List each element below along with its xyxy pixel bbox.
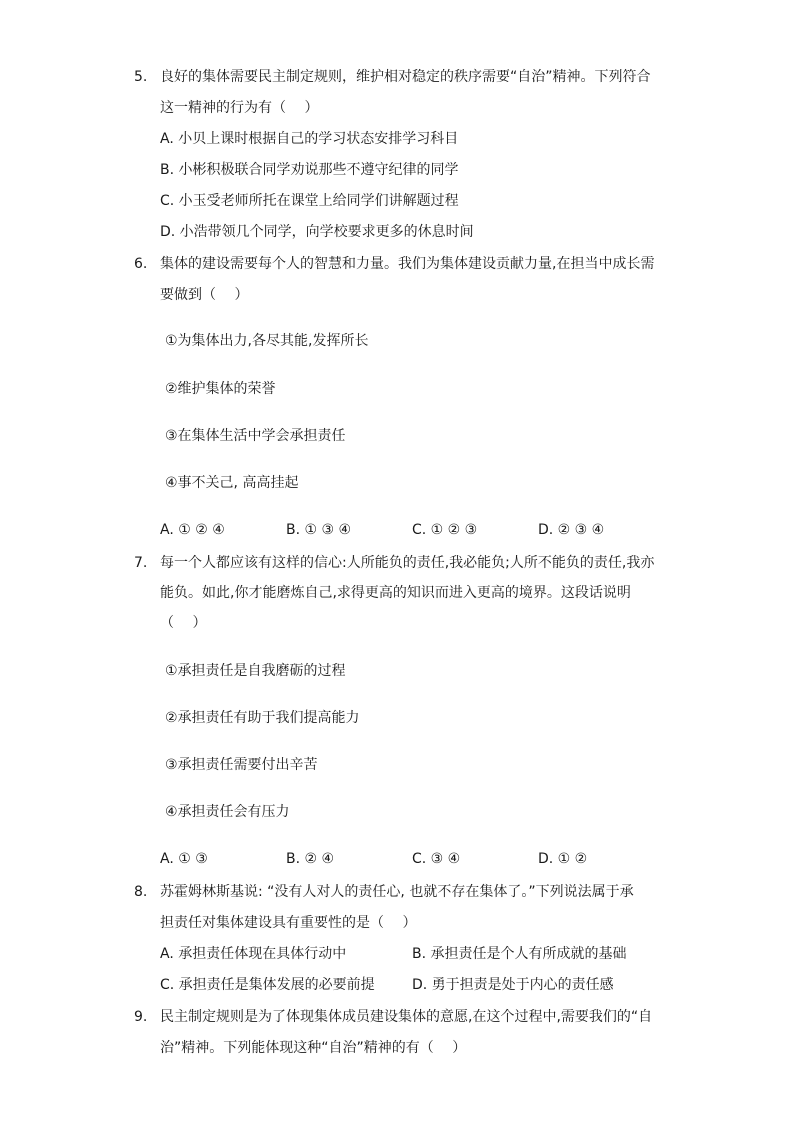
- question-number: 7.: [134, 555, 148, 571]
- statement-2: ②承担责任有助于我们提高能力: [165, 710, 360, 726]
- choice-a: A. ① ② ④: [160, 522, 225, 538]
- option-d: D. 勇于担责是处于内心的责任感: [412, 977, 614, 993]
- choice-a: A. ① ③: [160, 851, 208, 867]
- question-stem-line: 这一精神的行为有（ ）: [160, 100, 319, 116]
- statement-4: ④事不关己, 高高挂起: [165, 475, 299, 491]
- option-b: B. 承担责任是个人有所成就的基础: [412, 946, 627, 962]
- option-b: B. 小彬积极联合同学劝说那些不遵守纪律的同学: [160, 162, 459, 178]
- statement-1: ①为集体出力,各尽其能,发挥所长: [165, 333, 369, 349]
- option-d: D. 小浩带领几个同学，向学校要求更多的休息时间: [160, 224, 474, 240]
- statement-3: ③在集体生活中学会承担责任: [165, 428, 346, 444]
- question-number: 6.: [134, 256, 148, 272]
- option-a: A. 小贝上课时根据自己的学习状态安排学习科目: [160, 131, 459, 147]
- option-a: A. 承担责任体现在具体行动中: [160, 946, 347, 962]
- question-stem-line: 良好的集体需要民主制定规则，维护相对稳定的秩序需要“自治”精神。下列符合: [160, 69, 651, 85]
- statement-2: ②维护集体的荣誉: [165, 381, 276, 397]
- question-stem-line: 民主制定规则是为了体现集体成员建设集体的意愿,在这个过程中,需要我们的“自: [160, 1009, 653, 1025]
- question-stem-line: 治”精神。下列能体现这种“自治”精神的有（ ）: [160, 1040, 467, 1056]
- question-number: 9.: [134, 1009, 148, 1025]
- statement-1: ①承担责任是自我磨砺的过程: [165, 663, 346, 679]
- choice-d: D. ① ②: [538, 851, 588, 867]
- choice-b: B. ② ④: [286, 851, 335, 867]
- choice-c: C. ③ ④: [412, 851, 461, 867]
- choice-d: D. ② ③ ④: [538, 522, 605, 538]
- question-stem-line: 能负。如此,你才能磨炼自己,求得更高的知识而进入更高的境界。这段话说明: [160, 585, 631, 601]
- choice-b: B. ① ③ ④: [286, 522, 352, 538]
- question-number: 5.: [134, 69, 148, 85]
- question-number: 8.: [134, 884, 148, 900]
- question-stem-line: 苏霍姆林斯基说: “没有人对人的责任心, 也就不存在集体了。”下列说法属于承: [160, 884, 634, 900]
- question-stem-line: （ ）: [160, 615, 207, 631]
- question-stem-line: 担责任对集体建设具有重要性的是（ ）: [160, 915, 417, 931]
- choice-c: C. ① ② ③: [412, 522, 478, 538]
- choice-row: [160, 849, 680, 869]
- statement-4: ④承担责任会有压力: [165, 804, 290, 820]
- option-c: C. 承担责任是集体发展的必要前提: [160, 977, 375, 993]
- question-stem-line: 集体的建设需要每个人的智慧和力量。我们为集体建设贡献力量,在担当中成长需: [160, 256, 655, 272]
- choice-row: [160, 520, 680, 540]
- statement-3: ③承担责任需要付出辛苦: [165, 757, 318, 773]
- question-stem-line: 每一个人都应该有这样的信心:人所能负的责任,我必能负;人所不能负的责任,我亦: [160, 555, 655, 571]
- option-c: C. 小玉受老师所托在课堂上给同学们讲解题过程: [160, 193, 459, 209]
- question-stem-line: 要做到（ ）: [160, 287, 249, 303]
